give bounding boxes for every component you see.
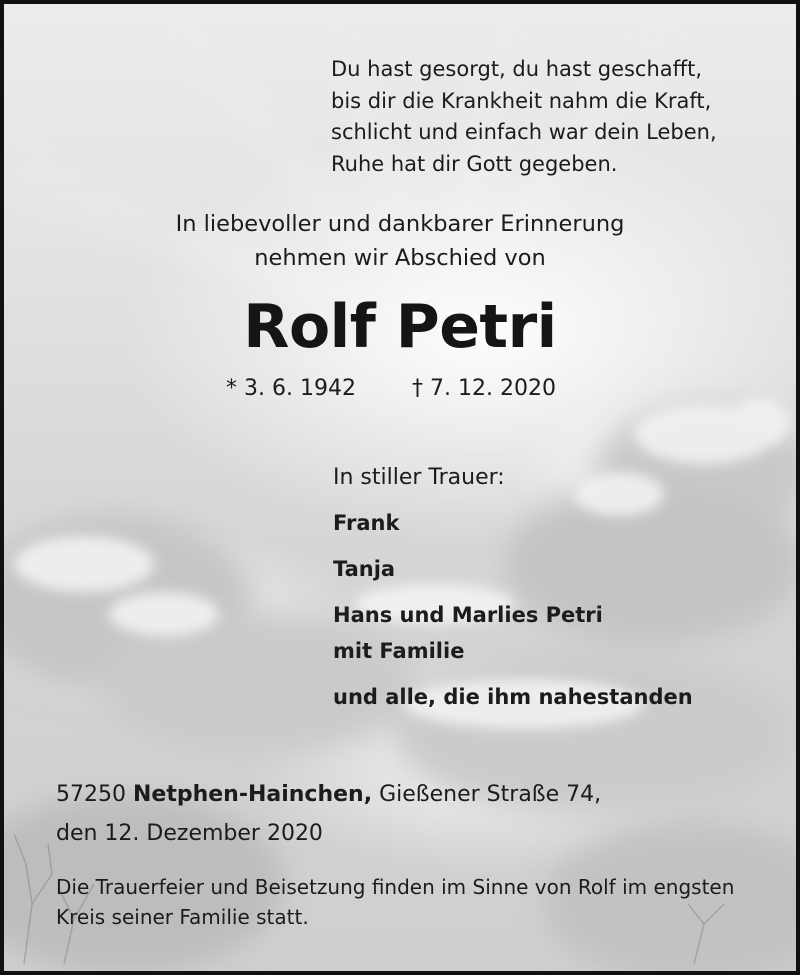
address-postcode: 57250 (56, 782, 126, 807)
mourner-entry: Frank (333, 511, 400, 535)
funeral-note: Die Trauerfeier und Beisetzung finden im Sinne von Rolf im engsten Kreis seiner Familie statt. (56, 875, 735, 929)
farewell-intro: In liebevoller und dankbarer Erinnerung nehmen wir Abschied von (175, 211, 625, 271)
family-address (56, 782, 601, 807)
memorial-poem: Du hast gesorgt, du hast geschafft, bis dir die Krankheit nahm die Kraft, schlicht und einfach war dein Leben, Ruhe hat dir Gott gegeben. (331, 57, 717, 176)
death-date: † 7. 12. 2020 (412, 376, 556, 401)
address-street: Gießener Straße 74, (379, 782, 602, 807)
mourner-entry: und alle, die ihm nahestanden (333, 685, 693, 709)
mourners-heading: In stiller Trauer: (333, 465, 505, 490)
deceased-name: Rolf Petri (243, 292, 557, 362)
mourner-entry: Tanja (333, 557, 396, 581)
mourner-entry: mit Familie (333, 639, 465, 663)
birth-date: * 3. 6. 1942 (226, 376, 356, 401)
mourner-entry: Hans und Marlies Petri (333, 603, 603, 627)
address-town: Netphen-Hainchen, (133, 782, 373, 807)
notice-date: den 12. Dezember 2020 (56, 821, 323, 846)
